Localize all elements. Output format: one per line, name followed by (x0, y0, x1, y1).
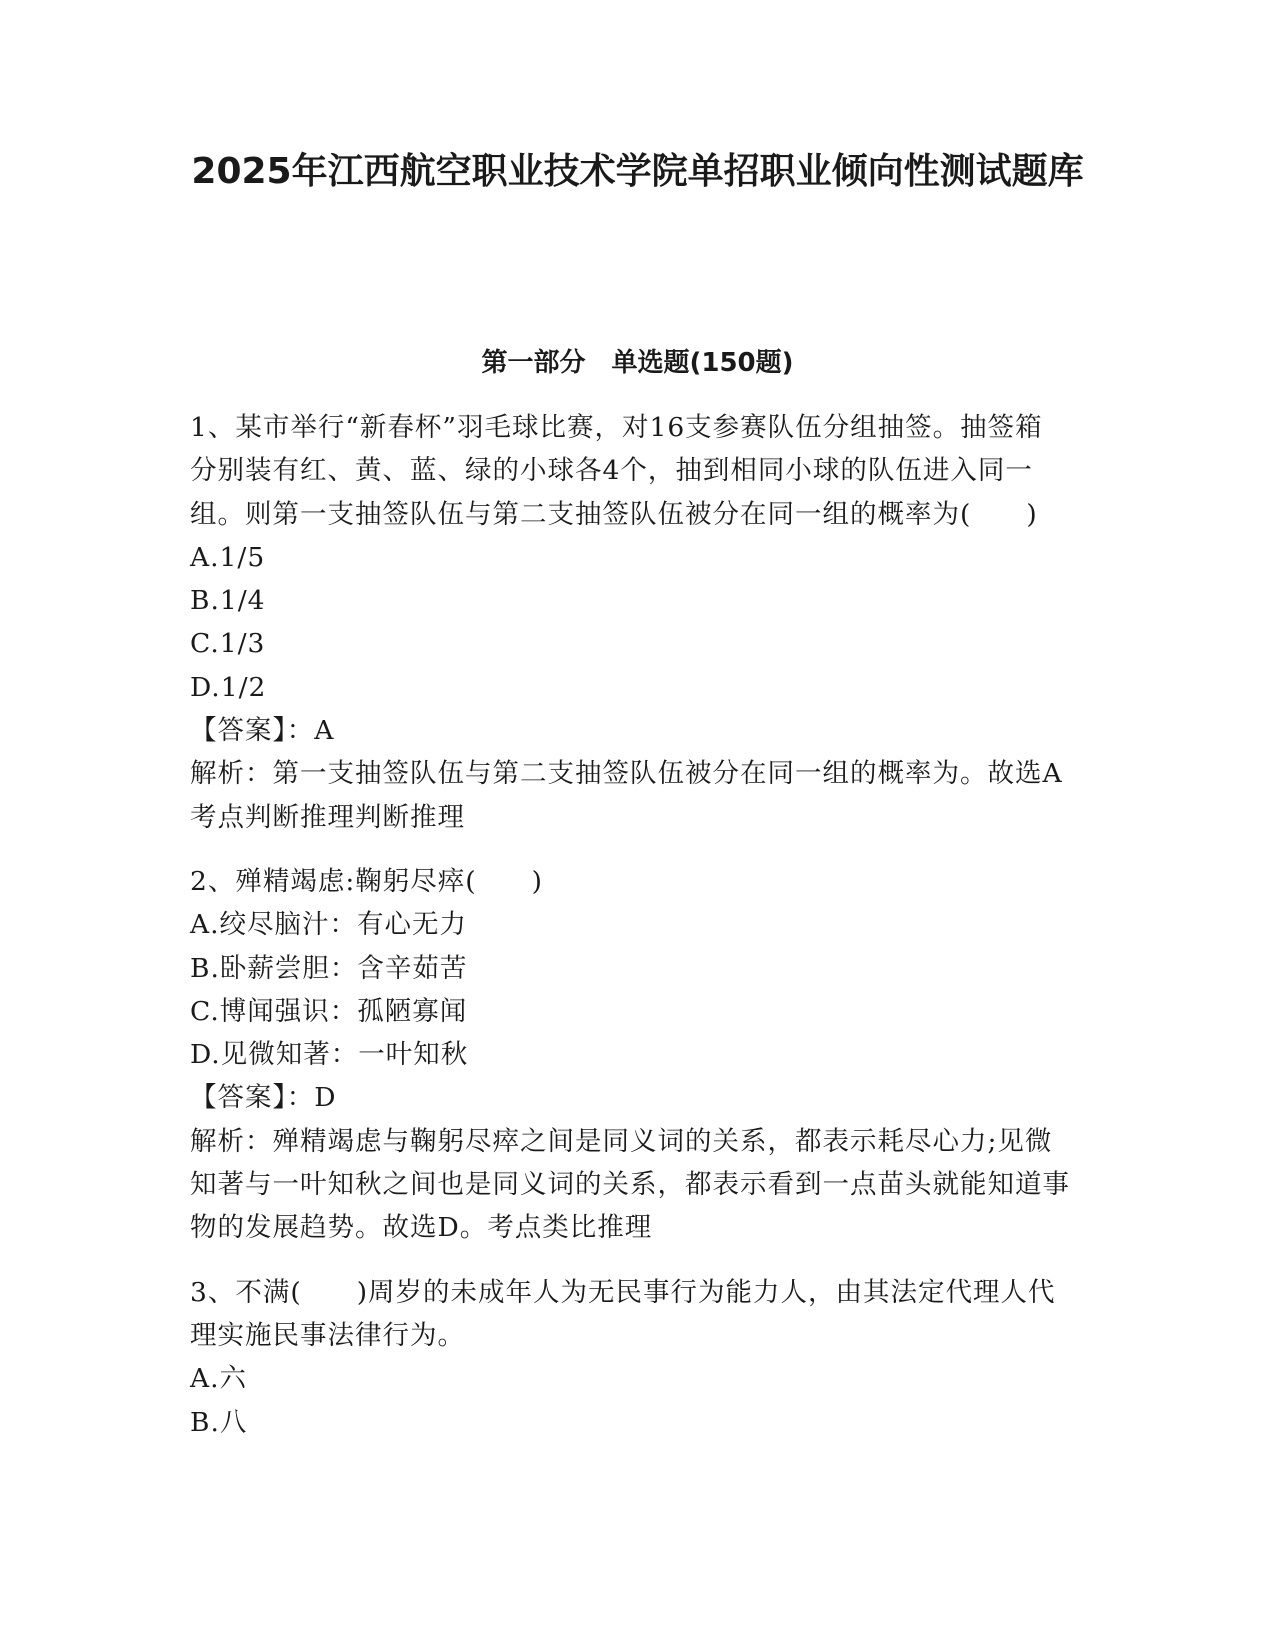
analysis-text: 解析：第一支抽签队伍与第二支抽签队伍被分在同一组的概率为。故选A考点判断推理判断推理 (190, 758, 1063, 833)
option-a: A.1/5 (190, 541, 266, 573)
option-a: A.六 (190, 1363, 248, 1395)
option-b: B.八 (190, 1406, 248, 1438)
option-b: B.卧薪尝胆：含辛茹苦 (190, 952, 468, 984)
option-d: D.1/2 (190, 671, 267, 703)
analysis-text: 解析：殚精竭虑与鞠躬尽瘁之间是同义词的关系，都表示耗尽心力;见微知著与一叶知秋之间也是同义词的关系，都表示看到一点苗头就能知道事物的发展趋势。故选D。考点类比推理 (190, 1125, 1070, 1244)
section-heading: 第一部分 单选题(150题) (481, 348, 794, 378)
question-stem: 2、殚精竭虑:鞠躬尽瘁( ) (190, 865, 543, 897)
question-stem: 1、某市举行“新春杯”羽毛球比赛，对16支参赛队伍分组抽签。抽签箱分别装有红、黄、蓝、绿的小球各4个，抽到相同小球的队伍进入同一组。则第一支抽签队伍与第二支抽签队伍被分在同一组的概率为( ) (190, 412, 1043, 530)
answer-line: 【答案】：D (190, 1082, 337, 1114)
answer-line: 【答案】：A (190, 715, 335, 747)
option-a: A.绞尽脑汁：有心无力 (190, 909, 468, 941)
option-c: C.1/3 (190, 628, 266, 660)
option-d: D.见微知著：一叶知秋 (190, 1039, 469, 1071)
option-b: B.1/4 (190, 585, 266, 617)
question-item (190, 860, 1070, 1250)
question-list (190, 406, 1070, 1465)
document-title: 2025年江西航空职业技术学院单招职业倾向性测试题库 (191, 151, 1084, 192)
question-item (190, 1271, 1070, 1444)
option-c: C.博闻强识：孤陋寡闻 (190, 995, 468, 1027)
question-stem: 3、不满( )周岁的未成年人为无民事行为能力人，由其法定代理人代理实施民事法律行为。 (190, 1276, 1056, 1351)
question-item (190, 406, 1070, 839)
